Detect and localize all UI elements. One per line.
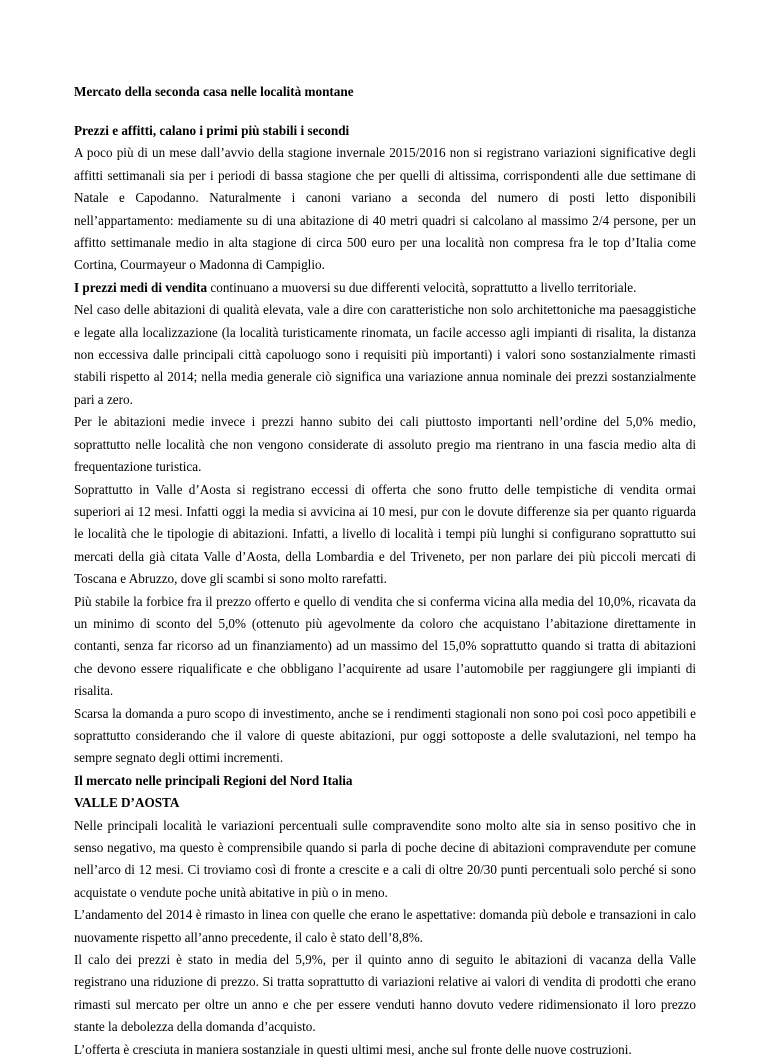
- section-heading-north-italy: Il mercato nelle principali Regioni del Nord Italia: [74, 772, 353, 788]
- paragraph-sales-variation: Nelle principali località le variazioni percentuali sulle compravendite sono molto alte sia in senso positivo che in senso negativo, ma questo è comprensibile quando si parla di poche decine di abitazioni compravendute per comune nell’arco di 12 mesi. Ci troviamo così di fronte a crescite e a cali di oltre 20/30 punti percentuali solo perché si sono acquistate o vendute poche unità abitative in più o in meno.: [74, 817, 696, 900]
- paragraph-average-prices: [74, 277, 696, 299]
- paragraph-high-quality: Nel caso delle abitazioni di qualità elevata, vale a dire con caratteristiche non solo architettoniche ma paesaggistiche e legate alla localizzazione (la località turisticamente rinomata, un facile accesso agli impianti di risalita, la distanza non eccessiva dalle principali città capoluogo sono i requisiti più importanti) i valori sono sostanzialmente rimasti stabili rispetto al 2014; nella media generale ciò significa una variazione annua nominale dei prezzi sostanzialmente pari a zero.: [74, 302, 696, 407]
- paragraph-supply-excess: Soprattutto in Valle d’Aosta si registrano eccessi di offerta che sono frutto delle tempistiche di vendita ormai superiori ai 12 mesi. Infatti oggi la media si avvicina ai 10 mesi, pur con le dovute differenze sia per quanto riguarda le località che le tipologie di abitazioni. Infatti, a livello di località i tempi più lunghi si configurano soprattutto sui mercati della già citata Valle d’Aosta, della Lombardia e del Triveneto, per non parlare dei più piccoli mercati di Toscana e Abruzzo, dove gli scambi si sono molto rarefatti.: [74, 481, 696, 587]
- document-title: Mercato della seconda casa nelle località montane: [74, 84, 354, 99]
- paragraph-rents: A poco più di un mese dall’avvio della stagione invernale 2015/2016 non si registrano variazioni significative degli affitti settimanali sia per i periodi di bassa stagione che per quelli di altissima, corrispondenti alle due settimane di Natale e Capodanno. Naturalmente i canoni variano a seconda del numero di posti letto disponibili nell’appartamento: mediamente su di una abitazione di 40 metri quadri si calcolano al massimo 2/4 persone, per un affitto settimanale medio in alta stagione di circa 500 euro per una località non compresa fra le top d’Italia come Cortina, Courmayeur o Madonna di Campiglio.: [74, 145, 696, 273]
- section-heading-prices-rents: Prezzi e affitti, calano i primi più stabili i secondi: [74, 123, 350, 138]
- paragraph-investment: Scarsa la domanda a puro scopo di investimento, anche se i rendimenti stagionali non sono poi così poco appetibili e soprattutto considerando che il valore di queste abitazioni, pur oggi sottoposte a delle svalutazioni, nel tempo ha sempre segnato degli ottimi incrementi.: [74, 705, 696, 766]
- paragraph-medium-homes: Per le abitazioni medie invece i prezzi hanno subito dei cali piuttosto importanti nell’ordine del 5,0% medio, soprattutto nelle località che non vengono considerate di assoluto pregio ma rientrano in una fascia medio alta di frequentazione turistica.: [74, 414, 696, 475]
- paragraph-price-gap: Più stabile la forbice fra il prezzo offerto e quello di vendita che si conferma vicina alla media del 10,0%, ricavata da un minimo di sconto del 5,0% (ottenuto più agevolmente da coloro che acquistano l’abitazione direttamente in contanti, senza far ricorso ad un finanziamento) ad un massimo del 15,0% soprattutto quando si tratta di abitazioni che devono essere riqualificate e che obbligano l’acquirente ad usare l’automobile per raggiungere gli impianti di risalita.: [74, 593, 696, 699]
- paragraph-price-drop: Il calo dei prezzi è stato in media del 5,9%, per il quinto anno di seguito le abitazioni di vacanza della Valle registrano una riduzione di prezzo. Si tratta soprattutto di variazioni relative ai valori di vendita di prodotti che erano rimasti sul mercato per oltre un anno e che per essere venduti hanno dovuto vedere ridimensionato il loro prezzo stante la debolezza della domanda d’acquisto.: [74, 952, 696, 1035]
- region-heading-valle-daosta: VALLE D’AOSTA: [74, 795, 180, 811]
- paragraph-2014-trend: L’andamento del 2014 è rimasto in linea con quelle che erano le aspettative: domanda più debole e transazioni in calo nuovamente rispetto all’anno precedente, il calo è stato dell’8,8%.: [74, 907, 696, 945]
- paragraph-lead-rest: continuano a muoversi su due differenti velocità, soprattutto a livello territoriale.: [207, 279, 637, 295]
- paragraph-supply-growth: L’offerta è cresciuta in maniera sostanziale in questi ultimi mesi, anche sul fronte delle nuove costruzioni.: [74, 1041, 632, 1057]
- document-body: [74, 120, 696, 1061]
- paragraph-lead-bold: I prezzi medi di vendita: [74, 279, 208, 295]
